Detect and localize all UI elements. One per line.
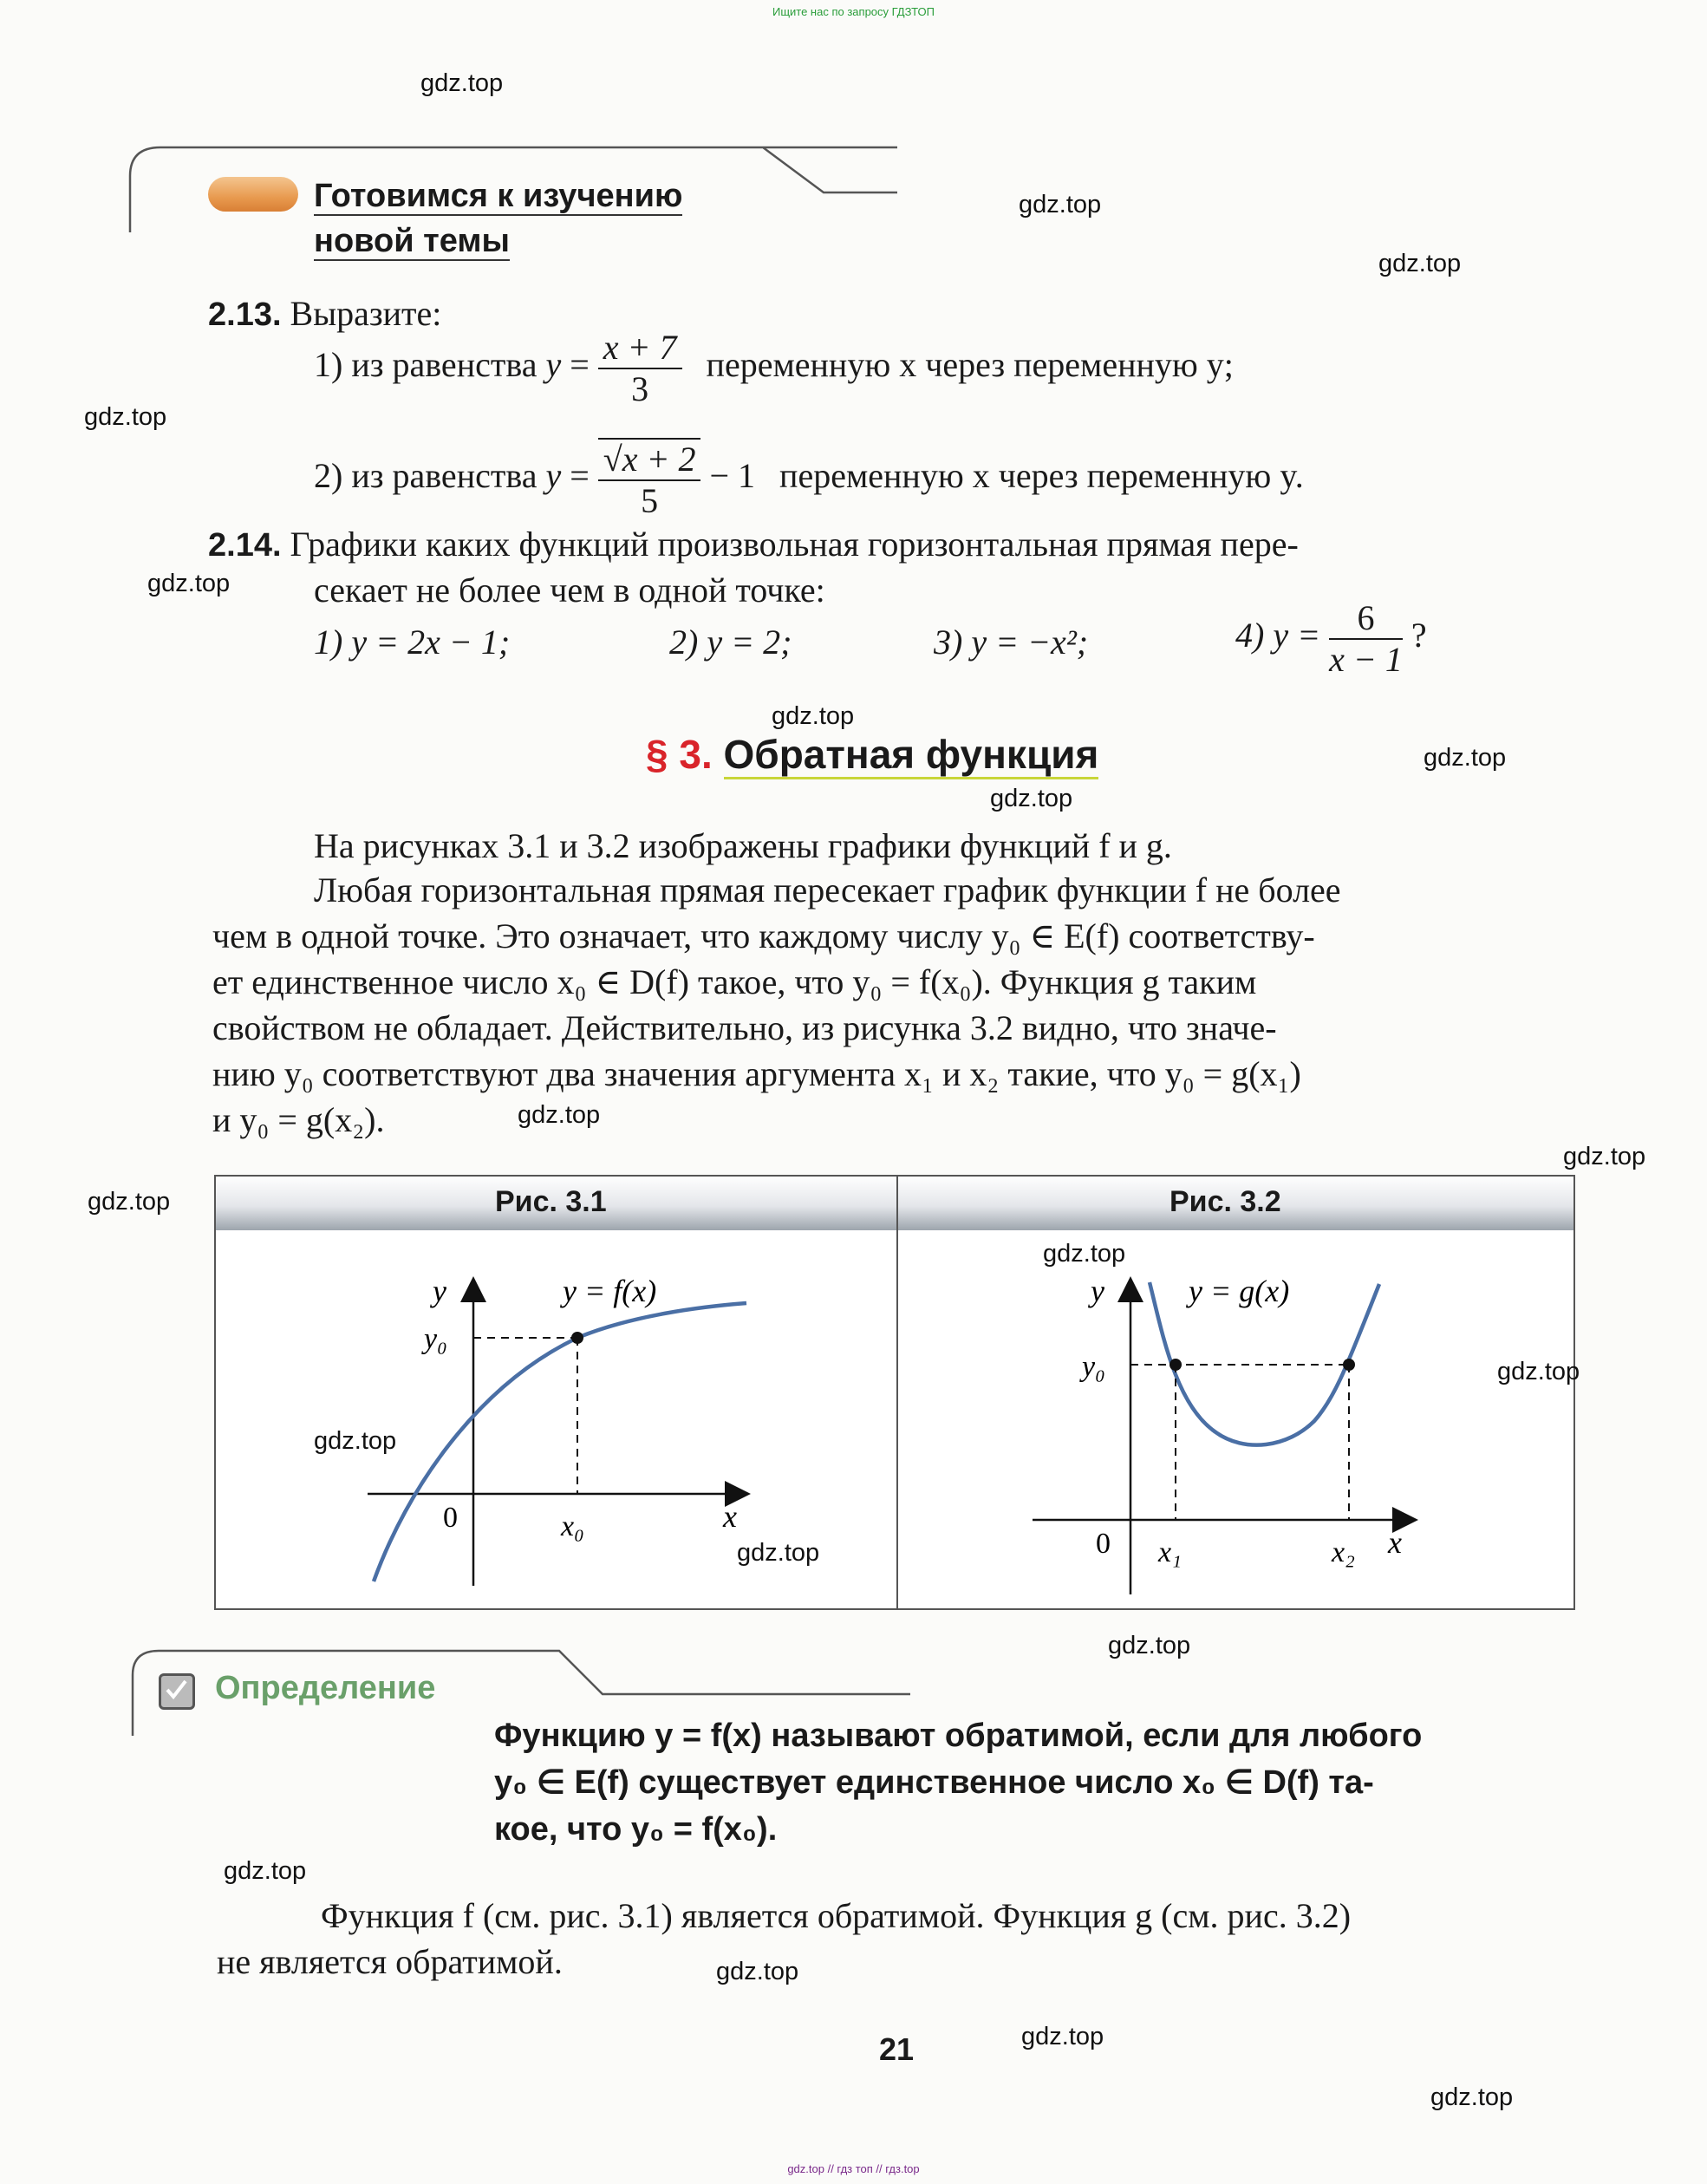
- section-number: § 3.: [646, 732, 713, 777]
- watermark: gdz.top: [737, 1539, 820, 1567]
- watermark: gdz.top: [518, 1101, 601, 1129]
- section-title: Обратная функция: [724, 732, 1099, 779]
- point-x1-y0: [1169, 1359, 1182, 1371]
- figures-panel: [214, 1175, 1575, 1610]
- prep-heading-line2: новой темы: [314, 223, 510, 259]
- exercise-2-14-line1: [208, 522, 1299, 568]
- fraction-denominator: 3: [631, 369, 649, 408]
- item-minus: − 1: [709, 456, 756, 496]
- watermark: gdz.top: [1424, 744, 1507, 772]
- watermark: gdz.top: [1019, 191, 1102, 218]
- watermark: gdz.top: [716, 1958, 799, 1985]
- paragraph1-line6: нию y₀ соответствуют два значения аргумента x₁ и x₂ такие, что y₀ = g(x₁): [212, 1054, 1301, 1093]
- definition-label: Определение: [215, 1670, 436, 1706]
- watermark: gdz.top: [84, 403, 167, 431]
- watermark: gdz.top: [1043, 1240, 1126, 1268]
- option-1: 1) y = 2x − 1;: [314, 623, 511, 662]
- bottom-note: gdz.top // гдз топ // гдз.top: [787, 2162, 920, 2175]
- y0-label: y₀: [424, 1323, 447, 1355]
- section-heading: [646, 728, 1098, 780]
- checkmark-glyph-icon: [163, 1677, 189, 1703]
- x-axis-label: x: [723, 1499, 737, 1534]
- watermark: gdz.top: [1378, 250, 1462, 277]
- item-prefix: 2) из равенства: [314, 456, 538, 496]
- definition-line2: y₀ ∈ E(f) существует единственное число x₀ ∈ D(f) та-: [494, 1764, 1374, 1801]
- watermark: gdz.top: [314, 1427, 397, 1455]
- fraction: [598, 328, 682, 409]
- figure-3-1-caption: Рис. 3.1: [495, 1185, 607, 1218]
- option-2: 2) y = 2;: [669, 623, 792, 662]
- origin-label: 0: [443, 1502, 458, 1534]
- point-x0-y0: [571, 1332, 583, 1344]
- exercise-title: Выразите:: [290, 294, 442, 333]
- paragraph1-line1: На рисунках 3.1 и 3.2 изображены графики функций f и g.: [314, 826, 1172, 865]
- fraction-numerator: x + 7: [598, 328, 682, 369]
- exercise-text: Графики каких функций произвольная горизонтальная прямая пере-: [290, 525, 1299, 564]
- watermark: gdz.top: [420, 69, 504, 97]
- option-4-prefix: 4) y =: [1235, 616, 1321, 655]
- watermark: gdz.top: [1430, 2083, 1514, 2111]
- watermark: gdz.top: [224, 1857, 307, 1885]
- exercise-2-13-item2: [314, 438, 1304, 521]
- item-suffix: переменную x через переменную y;: [706, 345, 1234, 385]
- paragraph1-line2: Любая горизонтальная прямая пересекает график функции f не более: [314, 870, 1341, 909]
- x2-label: x₂: [1332, 1536, 1355, 1568]
- prep-heading-slant: [763, 139, 902, 208]
- exercise-2-14-line2: секает не более чем в одной точке:: [314, 570, 825, 610]
- item-prefix: 1) из равенства: [314, 345, 538, 385]
- watermark: gdz.top: [1021, 2023, 1104, 2050]
- watermark: gdz.top: [1497, 1358, 1580, 1385]
- top-note: Ищите нас по запросу ГДЗТОП: [772, 5, 935, 18]
- section-marker-pill: [208, 177, 298, 212]
- paragraph1-line7: и y₀ = g(x₂).: [212, 1100, 385, 1139]
- x-axis-label: x: [1388, 1525, 1402, 1560]
- figure-3-2-caption: Рис. 3.2: [1169, 1185, 1281, 1218]
- page-number: 21: [879, 2031, 915, 2067]
- prep-heading-line1: Готовимся к изучению: [314, 178, 683, 214]
- watermark: gdz.top: [1563, 1143, 1646, 1170]
- paragraph1-line5: свойством не обладает. Действительно, из рисунка 3.2 видно, что значе-: [212, 1008, 1277, 1047]
- item-eq: =: [570, 345, 590, 385]
- x1-label: x₁: [1158, 1536, 1182, 1568]
- paragraph2-line2: не является обратимой.: [217, 1942, 563, 1981]
- fraction: [1329, 598, 1403, 680]
- figures-caption-bar: [216, 1177, 1573, 1230]
- function-g-label: y = g(x): [1189, 1274, 1290, 1308]
- exercise-number: 2.14.: [208, 527, 282, 564]
- option-4: [1235, 598, 1427, 680]
- watermark: gdz.top: [772, 702, 855, 730]
- watermark: gdz.top: [147, 570, 231, 597]
- exercise-2-13-item1: [314, 328, 1234, 409]
- item-var: y: [545, 345, 562, 385]
- definition-line1: Функцию y = f(x) называют обратимой, если для любого: [494, 1718, 1423, 1754]
- function-f-label: y = f(x): [563, 1274, 657, 1308]
- paragraph2-line1: Функция f (см. рис. 3.1) является обратимой. Функция g (см. рис. 3.2): [321, 1896, 1352, 1935]
- y-axis-label: y: [1091, 1274, 1104, 1308]
- figure-3-2-graph: [898, 1230, 1572, 1607]
- fraction-denominator: 5: [641, 481, 659, 520]
- watermark: gdz.top: [990, 785, 1073, 812]
- option-3: 3) y = −x²;: [934, 623, 1089, 662]
- paragraph1-line3: чем в одной точке. Это означает, что каждому числу y₀ ∈ E(f) соответству-: [212, 916, 1315, 955]
- y0-label: y₀: [1082, 1351, 1105, 1383]
- exercise-number: 2.13.: [208, 297, 282, 333]
- x0-label: x₀: [561, 1510, 584, 1542]
- paragraph1-line4: ет единственное число x₀ ∈ D(f) такое, что y₀ = f(x₀). Функция g таким: [212, 962, 1257, 1001]
- y-axis-label: y: [433, 1274, 446, 1308]
- fraction-denominator: x − 1: [1329, 640, 1403, 679]
- watermark: gdz.top: [88, 1188, 171, 1216]
- origin-label: 0: [1096, 1528, 1111, 1560]
- option-4-suffix: ?: [1411, 616, 1427, 655]
- point-x2-y0: [1343, 1359, 1355, 1371]
- item-suffix: переменную x через переменную y.: [779, 456, 1304, 496]
- item-eq: =: [570, 456, 590, 496]
- fraction: [598, 438, 701, 521]
- watermark: gdz.top: [1108, 1632, 1191, 1659]
- fraction-numerator: √x + 2: [598, 438, 701, 481]
- fraction-numerator: 6: [1329, 598, 1403, 640]
- item-var: y: [545, 456, 562, 496]
- prep-heading: [314, 173, 682, 264]
- definition-line3: кое, что y₀ = f(x₀).: [494, 1811, 778, 1848]
